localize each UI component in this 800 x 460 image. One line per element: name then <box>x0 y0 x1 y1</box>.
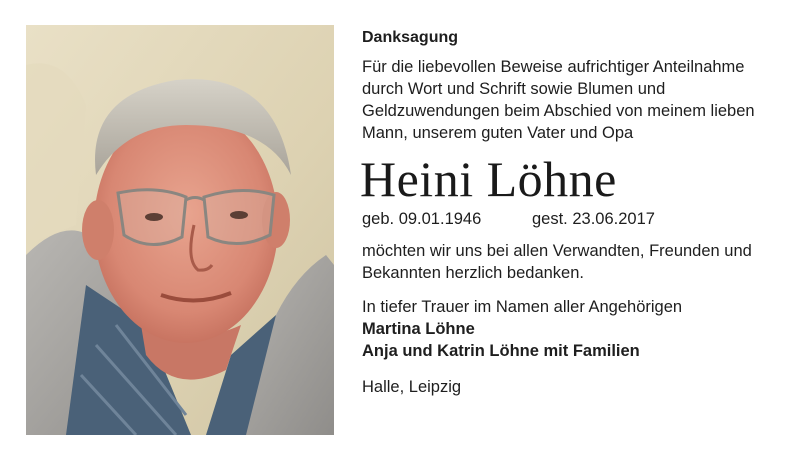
deceased-name: Heini Löhne <box>360 151 617 207</box>
birth-date: geb. 09.01.1946 <box>362 210 482 228</box>
mourning-line: In tiefer Trauer im Namen aller Angehörigen <box>362 298 683 316</box>
place: Halle, Leipzig <box>362 378 462 396</box>
notice-text <box>362 28 782 398</box>
portrait-photo <box>26 25 334 435</box>
thanks-paragraph: möchten wir uns bei allen Verwandten, Freunden und Bekannten herzlich bedanken. <box>362 242 752 282</box>
intro-paragraph: Für die liebevollen Beweise aufrichtiger Anteilnahme durch Wort und Schrift sowie Blumen und Geldzuwendungen beim Abschied von meinem lieben Mann, unserem guten Vater und Opa <box>362 58 755 142</box>
notice-heading: Danksagung <box>362 29 459 46</box>
family-line: Anja und Katrin Löhne mit Familien <box>362 342 640 360</box>
death-date: gest. 23.06.2017 <box>532 210 655 228</box>
family-line: Martina Löhne <box>362 320 475 338</box>
life-dates <box>362 208 782 230</box>
